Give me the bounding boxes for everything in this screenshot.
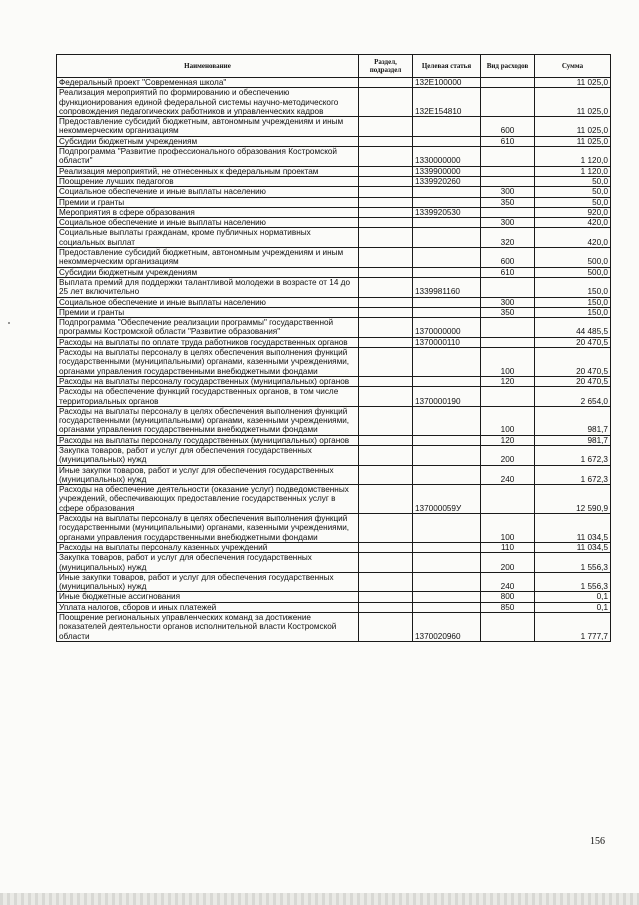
table-row [57, 387, 611, 407]
table-row [57, 613, 611, 642]
cell-type: 120 [481, 376, 535, 386]
cell-name: Иные закупки товаров, работ и услуг для обеспечения государственных (муниципальных) нужд [57, 572, 359, 592]
cell-name: Расходы на выплаты по оплате труда работников государственных органов [57, 337, 359, 347]
cell-article [413, 553, 481, 573]
cell-sum: 420,0 [535, 228, 611, 248]
cell-article [413, 592, 481, 602]
cell-section [359, 465, 413, 485]
table-row [57, 197, 611, 207]
cell-section [359, 248, 413, 268]
cell-article [413, 297, 481, 307]
cell-sum: 50,0 [535, 197, 611, 207]
cell-name: Социальное обеспечение и иные выплаты населению [57, 187, 359, 197]
budget-table [56, 54, 611, 642]
cell-article: 1339920260 [413, 176, 481, 186]
cell-sum: 0,1 [535, 592, 611, 602]
table-row [57, 465, 611, 485]
cell-sum: 150,0 [535, 307, 611, 317]
cell-sum: 20 470,5 [535, 376, 611, 386]
cell-sum: 11 025,0 [535, 136, 611, 146]
cell-section [359, 117, 413, 137]
cell-type [481, 207, 535, 217]
cell-type [481, 88, 535, 117]
cell-sum: 1 120,0 [535, 147, 611, 167]
cell-sum: 2 654,0 [535, 387, 611, 407]
cell-article [413, 542, 481, 552]
cell-article [413, 445, 481, 465]
cell-name: Уплата налогов, сборов и иных платежей [57, 602, 359, 612]
cell-sum: 1 672,3 [535, 465, 611, 485]
cell-name: Реализация мероприятий, не отнесенных к федеральным проектам [57, 166, 359, 176]
cell-name: Расходы на обеспечение деятельности (оказание услуг) подведомственных учреждений, обеспечивающих предоставление государственных услуг в сфере образования [57, 485, 359, 514]
table-row [57, 277, 611, 297]
table-row [57, 572, 611, 592]
cell-type [481, 166, 535, 176]
cell-article: 132E154810 [413, 88, 481, 117]
page-number: 156 [590, 836, 605, 847]
cell-section [359, 297, 413, 307]
cell-article [413, 307, 481, 317]
cell-type [481, 485, 535, 514]
cell-section [359, 376, 413, 386]
cell-article [413, 136, 481, 146]
cell-section [359, 218, 413, 228]
cell-type: 240 [481, 465, 535, 485]
cell-article: 1339900000 [413, 166, 481, 176]
table-row [57, 187, 611, 197]
cell-article: 1339981160 [413, 277, 481, 297]
cell-article [413, 435, 481, 445]
cell-sum: 50,0 [535, 176, 611, 186]
cell-section [359, 176, 413, 186]
cell-article [413, 348, 481, 377]
cell-type: 320 [481, 228, 535, 248]
cell-section [359, 147, 413, 167]
cell-section [359, 318, 413, 338]
cell-sum: 920,0 [535, 207, 611, 217]
table-row [57, 485, 611, 514]
cell-sum: 20 470,5 [535, 337, 611, 347]
cell-article [413, 187, 481, 197]
table-row [57, 207, 611, 217]
cell-type: 350 [481, 197, 535, 207]
cell-section [359, 602, 413, 612]
cell-sum: 500,0 [535, 248, 611, 268]
table-body [57, 78, 611, 642]
cell-section [359, 228, 413, 248]
table-row [57, 78, 611, 88]
cell-sum: 500,0 [535, 267, 611, 277]
cell-name: Социальное обеспечение и иные выплаты населению [57, 218, 359, 228]
header-article: Целевая статья [413, 55, 481, 78]
cell-article [413, 376, 481, 386]
cell-sum: 150,0 [535, 297, 611, 307]
cell-article [413, 228, 481, 248]
cell-name: Расходы на выплаты персоналу в целях обеспечения выполнения функций государственными (муниципальными) органами, казенными учреждениями, органами управления государственными внебюджетными фондами [57, 348, 359, 377]
cell-sum: 1 777,7 [535, 613, 611, 642]
table-row [57, 307, 611, 317]
table-header-row [57, 55, 611, 78]
table-row [57, 376, 611, 386]
table-row [57, 318, 611, 338]
cell-sum: 1 556,3 [535, 572, 611, 592]
cell-article [413, 572, 481, 592]
cell-sum: 44 485,5 [535, 318, 611, 338]
cell-sum: 11 025,0 [535, 78, 611, 88]
cell-name: Мероприятия в сфере образования [57, 207, 359, 217]
cell-article: 1370000000 [413, 318, 481, 338]
cell-sum: 20 470,5 [535, 348, 611, 377]
cell-section [359, 485, 413, 514]
cell-name: Иные закупки товаров, работ и услуг для обеспечения государственных (муниципальных) нужд [57, 465, 359, 485]
cell-name: Закупка товаров, работ и услуг для обеспечения государственных (муниципальных) нужд [57, 445, 359, 465]
table-row [57, 553, 611, 573]
cell-type [481, 147, 535, 167]
cell-article: 1370000110 [413, 337, 481, 347]
table-row [57, 267, 611, 277]
cell-section [359, 406, 413, 435]
table-row [57, 435, 611, 445]
cell-name: Подпрограмма "Обеспечение реализации программы" государственной программы Костромской области "Развитие образования" [57, 318, 359, 338]
cell-section [359, 445, 413, 465]
table-row [57, 166, 611, 176]
cell-type: 300 [481, 218, 535, 228]
cell-section [359, 78, 413, 88]
cell-name: Предоставление субсидий бюджетным, автономным учреждениям и иным некоммерческим организациям [57, 117, 359, 137]
cell-name: Закупка товаров, работ и услуг для обеспечения государственных (муниципальных) нужд [57, 553, 359, 573]
cell-section [359, 613, 413, 642]
cell-name: Поощрение лучших педагогов [57, 176, 359, 186]
table-row [57, 176, 611, 186]
cell-article: 137000059У [413, 485, 481, 514]
cell-section [359, 267, 413, 277]
cell-section [359, 166, 413, 176]
cell-sum: 420,0 [535, 218, 611, 228]
header-sum: Сумма [535, 55, 611, 78]
cell-article: 1370000190 [413, 387, 481, 407]
cell-sum: 981,7 [535, 406, 611, 435]
table-row [57, 592, 611, 602]
cell-section [359, 197, 413, 207]
header-name: Наименование [57, 55, 359, 78]
cell-name: Расходы на выплаты персоналу в целях обеспечения выполнения функций государственными (муниципальными) органами, казенными учреждениями, органами управления государственными внебюджетными фондами [57, 514, 359, 543]
cell-article: 132E100000 [413, 78, 481, 88]
cell-sum: 1 556,3 [535, 553, 611, 573]
cell-section [359, 307, 413, 317]
cell-section [359, 277, 413, 297]
cell-sum: 11 025,0 [535, 88, 611, 117]
cell-type: 350 [481, 307, 535, 317]
cell-article [413, 218, 481, 228]
cell-article [413, 406, 481, 435]
table-row [57, 136, 611, 146]
table-row [57, 228, 611, 248]
table-row [57, 218, 611, 228]
cell-section [359, 348, 413, 377]
cell-name: Премии и гранты [57, 307, 359, 317]
cell-section [359, 88, 413, 117]
cell-type: 600 [481, 248, 535, 268]
cell-type [481, 318, 535, 338]
table-row [57, 406, 611, 435]
cell-sum: 11 034,5 [535, 542, 611, 552]
table-row [57, 88, 611, 117]
cell-name: Социальные выплаты гражданам, кроме публичных нормативных социальных выплат [57, 228, 359, 248]
cell-name: Предоставление субсидий бюджетным, автономным учреждениям и иным некоммерческим организациям [57, 248, 359, 268]
scan-speck [8, 322, 10, 324]
cell-section [359, 572, 413, 592]
cell-sum: 1 120,0 [535, 166, 611, 176]
cell-section [359, 136, 413, 146]
cell-name: Федеральный проект "Современная школа" [57, 78, 359, 88]
cell-type: 610 [481, 267, 535, 277]
cell-type: 100 [481, 348, 535, 377]
cell-sum: 11 034,5 [535, 514, 611, 543]
cell-type [481, 277, 535, 297]
cell-article [413, 602, 481, 612]
table-row [57, 117, 611, 137]
table-row [57, 337, 611, 347]
cell-name: Расходы на выплаты персоналу государственных (муниципальных) органов [57, 435, 359, 445]
table-row [57, 445, 611, 465]
cell-article [413, 248, 481, 268]
cell-sum: 50,0 [535, 187, 611, 197]
cell-section [359, 207, 413, 217]
cell-section [359, 435, 413, 445]
cell-name: Расходы на выплаты персоналу государственных (муниципальных) органов [57, 376, 359, 386]
cell-name: Иные бюджетные ассигнования [57, 592, 359, 602]
cell-section [359, 592, 413, 602]
cell-type: 110 [481, 542, 535, 552]
cell-name: Выплата премий для поддержки талантливой молодежи в возрасте от 14 до 25 лет включительно [57, 277, 359, 297]
cell-type [481, 176, 535, 186]
cell-section [359, 387, 413, 407]
cell-type: 100 [481, 406, 535, 435]
cell-name: Поощрение региональных управленческих команд за достижение показателей деятельности органов исполнительной власти Костромской области [57, 613, 359, 642]
cell-name: Расходы на выплаты персоналу в целях обеспечения выполнения функций государственными (муниципальными) органами, казенными учреждениями, органами управления государственными внебюджетными фондами [57, 406, 359, 435]
cell-type [481, 613, 535, 642]
cell-article [413, 117, 481, 137]
cell-article [413, 197, 481, 207]
cell-name: Расходы на выплаты персоналу казенных учреждений [57, 542, 359, 552]
cell-type: 800 [481, 592, 535, 602]
table-row [57, 248, 611, 268]
cell-type: 600 [481, 117, 535, 137]
cell-type: 200 [481, 553, 535, 573]
cell-type: 100 [481, 514, 535, 543]
cell-sum: 12 590,9 [535, 485, 611, 514]
cell-article [413, 514, 481, 543]
cell-article [413, 465, 481, 485]
cell-type: 610 [481, 136, 535, 146]
cell-article: 1370020960 [413, 613, 481, 642]
cell-section [359, 542, 413, 552]
header-section: Раздел, подраздел [359, 55, 413, 78]
cell-section [359, 337, 413, 347]
cell-sum: 0,1 [535, 602, 611, 612]
scan-edge [0, 893, 639, 905]
cell-article [413, 267, 481, 277]
cell-section [359, 553, 413, 573]
cell-type: 300 [481, 187, 535, 197]
table-row [57, 147, 611, 167]
cell-name: Реализация мероприятий по формированию и обеспечению функционирования единой федеральной системы научно-методического сопровождения педагогических работников и управленческих кадров [57, 88, 359, 117]
cell-type [481, 78, 535, 88]
cell-section [359, 187, 413, 197]
cell-name: Субсидии бюджетным учреждениям [57, 136, 359, 146]
table-row [57, 514, 611, 543]
cell-type: 200 [481, 445, 535, 465]
table-row [57, 602, 611, 612]
cell-article: 1339920530 [413, 207, 481, 217]
cell-type: 240 [481, 572, 535, 592]
cell-type: 850 [481, 602, 535, 612]
cell-type: 120 [481, 435, 535, 445]
cell-sum: 1 672,3 [535, 445, 611, 465]
table-row [57, 348, 611, 377]
cell-name: Подпрограмма "Развитие профессионального образования Костромской области" [57, 147, 359, 167]
cell-sum: 981,7 [535, 435, 611, 445]
cell-type: 300 [481, 297, 535, 307]
cell-name: Субсидии бюджетным учреждениям [57, 267, 359, 277]
cell-type [481, 387, 535, 407]
cell-name: Расходы на обеспечение функций государственных органов, в том числе территориальных органов [57, 387, 359, 407]
cell-article: 1330000000 [413, 147, 481, 167]
cell-section [359, 514, 413, 543]
table-row [57, 297, 611, 307]
cell-name: Премии и гранты [57, 197, 359, 207]
cell-type [481, 337, 535, 347]
header-type: Вид расходов [481, 55, 535, 78]
cell-sum: 11 025,0 [535, 117, 611, 137]
cell-name: Социальное обеспечение и иные выплаты населению [57, 297, 359, 307]
table-row [57, 542, 611, 552]
cell-sum: 150,0 [535, 277, 611, 297]
